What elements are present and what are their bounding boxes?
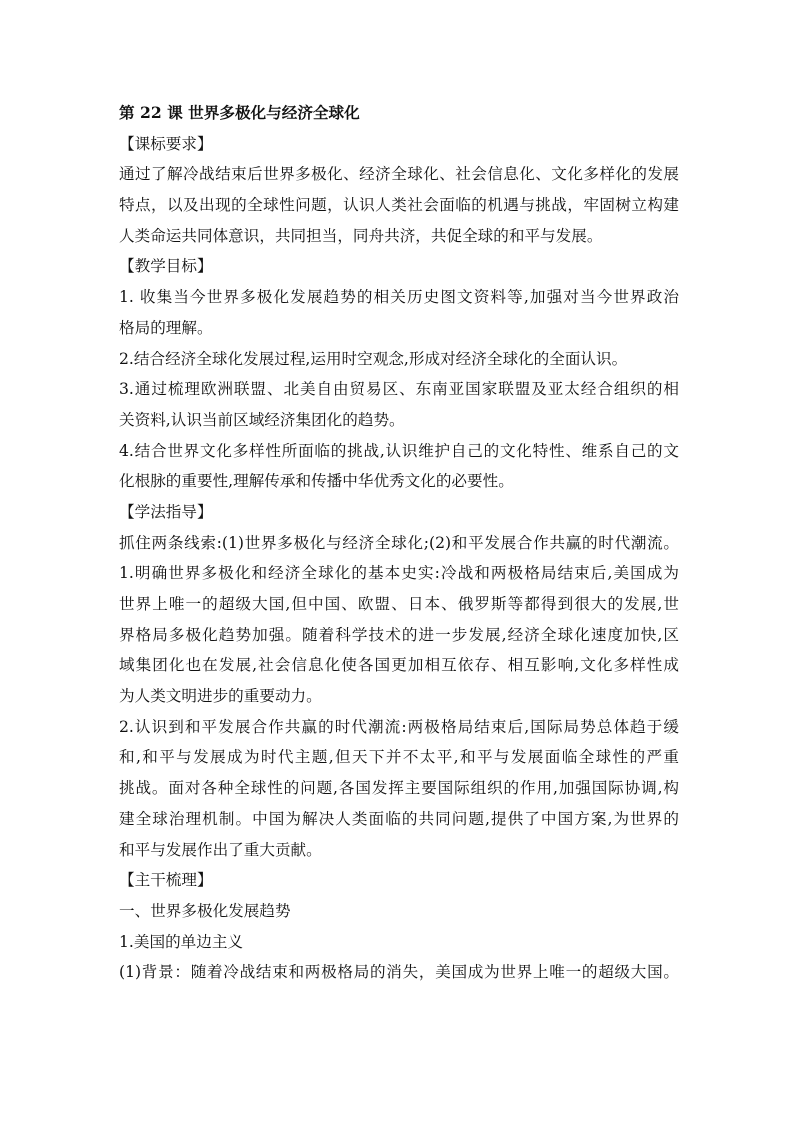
method-line: 和平与发展作出了重大贡献。 (119, 840, 322, 859)
standards-line: 通过了解冷战结束后世界多极化、经济全球化、社会信息化、文化多样化的发展 (119, 165, 679, 184)
goals-line: 1. 收集当今世界多极化发展趋势的相关历史图文资料等,加强对当今世界政治 (119, 288, 679, 307)
goals-line: 4.结合世界文化多样性所面临的挑战,认识维护自己的文化特性、维系自己的文 (119, 441, 679, 460)
section-heading-outline: 【主干梳理】 (119, 871, 213, 890)
goals-line: 关资料,认识当前区域经济集团化的趋势。 (119, 410, 405, 429)
goals-line: 2.结合经济全球化发展过程,运用时空观念,形成对经济全球化的全面认识。 (119, 349, 628, 368)
standards-line: 特点，以及出现的全球性问题，认识人类社会面临的机遇与挑战，牢固树立构建 (119, 196, 679, 215)
lesson-title: 第 22 课 世界多极化与经济全球化 (119, 103, 360, 122)
standards-line: 人类命运共同体意识，共同担当，同舟共济，共促全球的和平与发展。 (119, 226, 603, 245)
goals-line: 3.通过梳理欧洲联盟、北美自由贸易区、东南亚国家联盟及亚太经合组织的相 (119, 380, 679, 399)
section-heading-method: 【学法指导】 (119, 502, 213, 521)
document-page (119, 98, 679, 988)
section-heading-goals: 【教学目标】 (119, 257, 213, 276)
goals-line: 格局的理解。 (119, 318, 213, 337)
section-heading-standards: 【课标要求】 (119, 134, 213, 153)
method-line: 世界上唯一的超级大国,但中国、欧盟、日本、俄罗斯等都得到很大的发展,世 (119, 595, 679, 613)
method-line: 为人类文明进步的重要动力。 (119, 687, 322, 706)
method-line: 建全球治理机制。中国为解决人类面临的共同问题,提供了中国方案,为世界的 (119, 809, 679, 828)
outline-line: (1)背景：随着冷战结束和两极格局的消失，美国成为世界上唯一的超级大国。 (119, 963, 679, 982)
method-line: 抓住两条线索:(1)世界多极化与经济全球化;(2)和平发展合作共赢的时代潮流。 (119, 533, 679, 552)
method-line: 挑战。面对各种全球性的问题,各国发挥主要国际组织的作用,加强国际协调,构 (119, 779, 679, 798)
method-line: 界格局多极化趋势加强。随着科学技术的进一步发展,经济全球化速度加快,区 (119, 625, 679, 644)
goals-line: 化根脉的重要性,理解传承和传播中华优秀文化的必要性。 (119, 472, 514, 491)
outline-line: 一、世界多极化发展趋势 (119, 901, 291, 920)
method-line: 域集团化也在发展,社会信息化使各国更加相互依存、相互影响,文化多样性成 (119, 656, 679, 675)
method-line: 2.认识到和平发展合作共赢的时代潮流:两极格局结束后,国际局势总体趋于缓 (119, 717, 679, 736)
method-line: 和,和平与发展成为时代主题,但天下并不太平,和平与发展面临全球性的严重 (119, 748, 679, 767)
outline-line: 1.美国的单边主义 (119, 932, 244, 951)
method-line: 1.明确世界多极化和经济全球化的基本史实:冷战和两极格局结束后,美国成为 (119, 564, 679, 583)
